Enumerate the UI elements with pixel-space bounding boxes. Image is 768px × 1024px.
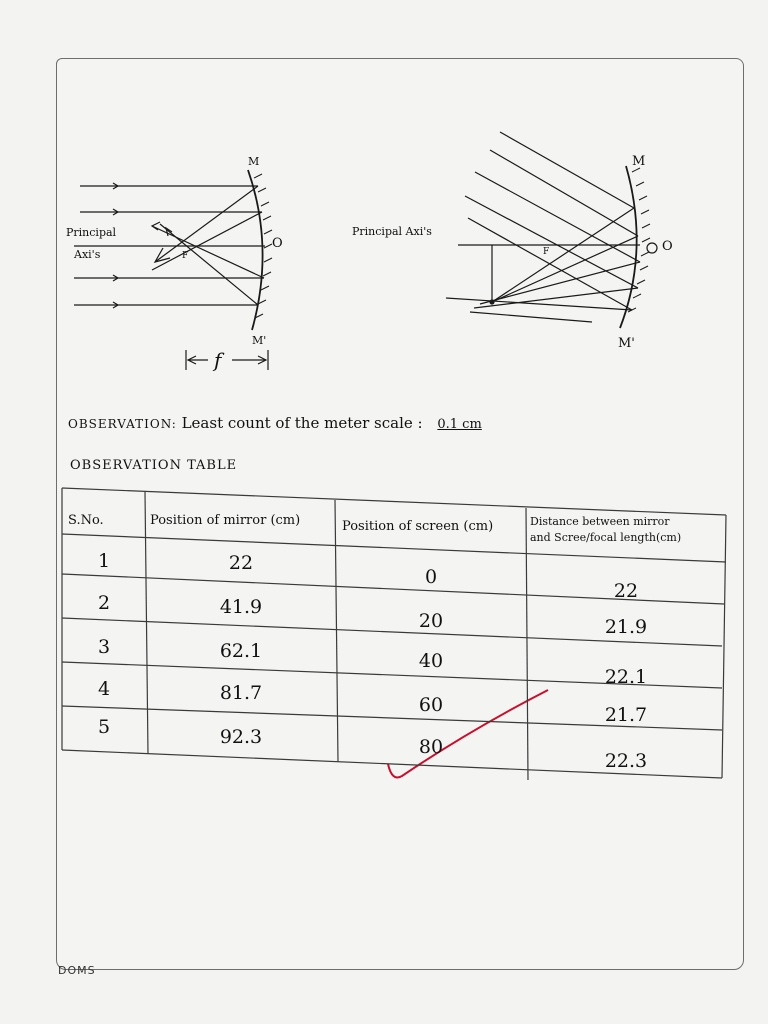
least-count-value: 0.1 cm: [437, 417, 482, 432]
header-distance: [530, 514, 726, 546]
right-reflected-rays: [446, 208, 640, 322]
observation-table-title: OBSERVATION TABLE: [70, 458, 238, 473]
header-distance-line1: Distance between mirror: [530, 515, 670, 528]
focal-length-label: f: [214, 348, 222, 372]
right-mirror-arc: [620, 166, 637, 328]
cell-distance-3: 22.1: [604, 666, 648, 688]
right-pole-label: O: [662, 239, 673, 254]
cell-mirror-3: 62.1: [219, 640, 263, 662]
observation-line: [68, 414, 628, 444]
cell-mirror-1: 22: [228, 552, 254, 574]
right-focus-label: F: [543, 247, 550, 257]
cell-mirror-2: 41.9: [219, 596, 263, 618]
right-principal-label: Principal Axi's: [352, 225, 432, 238]
cell-screen-3: 40: [418, 650, 444, 672]
left-principal-label-line1: Principal: [66, 226, 117, 239]
cell-screen-4: 60: [418, 694, 444, 716]
cell-sno-1: 1: [97, 550, 111, 572]
observation-prefix: OBSERVATION:: [68, 417, 177, 431]
focal-length-marker: [186, 350, 268, 370]
left-pole-label: O: [272, 236, 283, 251]
right-mirror-top-label: M: [632, 154, 646, 169]
left-mirror-arc: [248, 170, 263, 330]
left-principal-label-line2: Axi's: [74, 248, 101, 261]
left-mirror-top-label: M: [248, 155, 260, 168]
cell-distance-1: 22: [613, 580, 639, 602]
left-mirror-bottom-label: M': [252, 334, 267, 347]
cell-sno-3: 3: [97, 636, 111, 658]
right-convergence-point: [490, 300, 494, 304]
cell-mirror-5: 92.3: [219, 726, 263, 748]
header-mirror-position: Position of mirror (cm): [150, 513, 301, 528]
right-mirror-bottom-label: M': [618, 336, 635, 351]
left-focus-label: F: [182, 251, 189, 261]
left-focus-arrowheads: [152, 222, 172, 262]
cell-distance-2: 21.9: [604, 616, 648, 638]
cell-sno-4: 4: [97, 678, 111, 700]
header-sno: S.No.: [68, 513, 104, 528]
cell-distance-5: 22.3: [604, 750, 648, 772]
observation-text: Least count of the meter scale :: [181, 414, 423, 432]
right-pole-circle: [647, 243, 657, 253]
cell-sno-2: 2: [97, 592, 111, 614]
cell-screen-5: 80: [418, 736, 444, 758]
notebook-brand-mark: DOMS: [58, 964, 96, 977]
cell-mirror-4: 81.7: [219, 682, 263, 704]
header-screen-position: Position of screen (cm): [342, 519, 494, 534]
cell-screen-2: 20: [418, 610, 444, 632]
cell-distance-4: 21.7: [604, 704, 648, 726]
cell-sno-5: 5: [97, 716, 111, 738]
cell-screen-1: 0: [424, 566, 438, 588]
header-distance-line2: and Scree/focal length(cm): [530, 530, 682, 544]
